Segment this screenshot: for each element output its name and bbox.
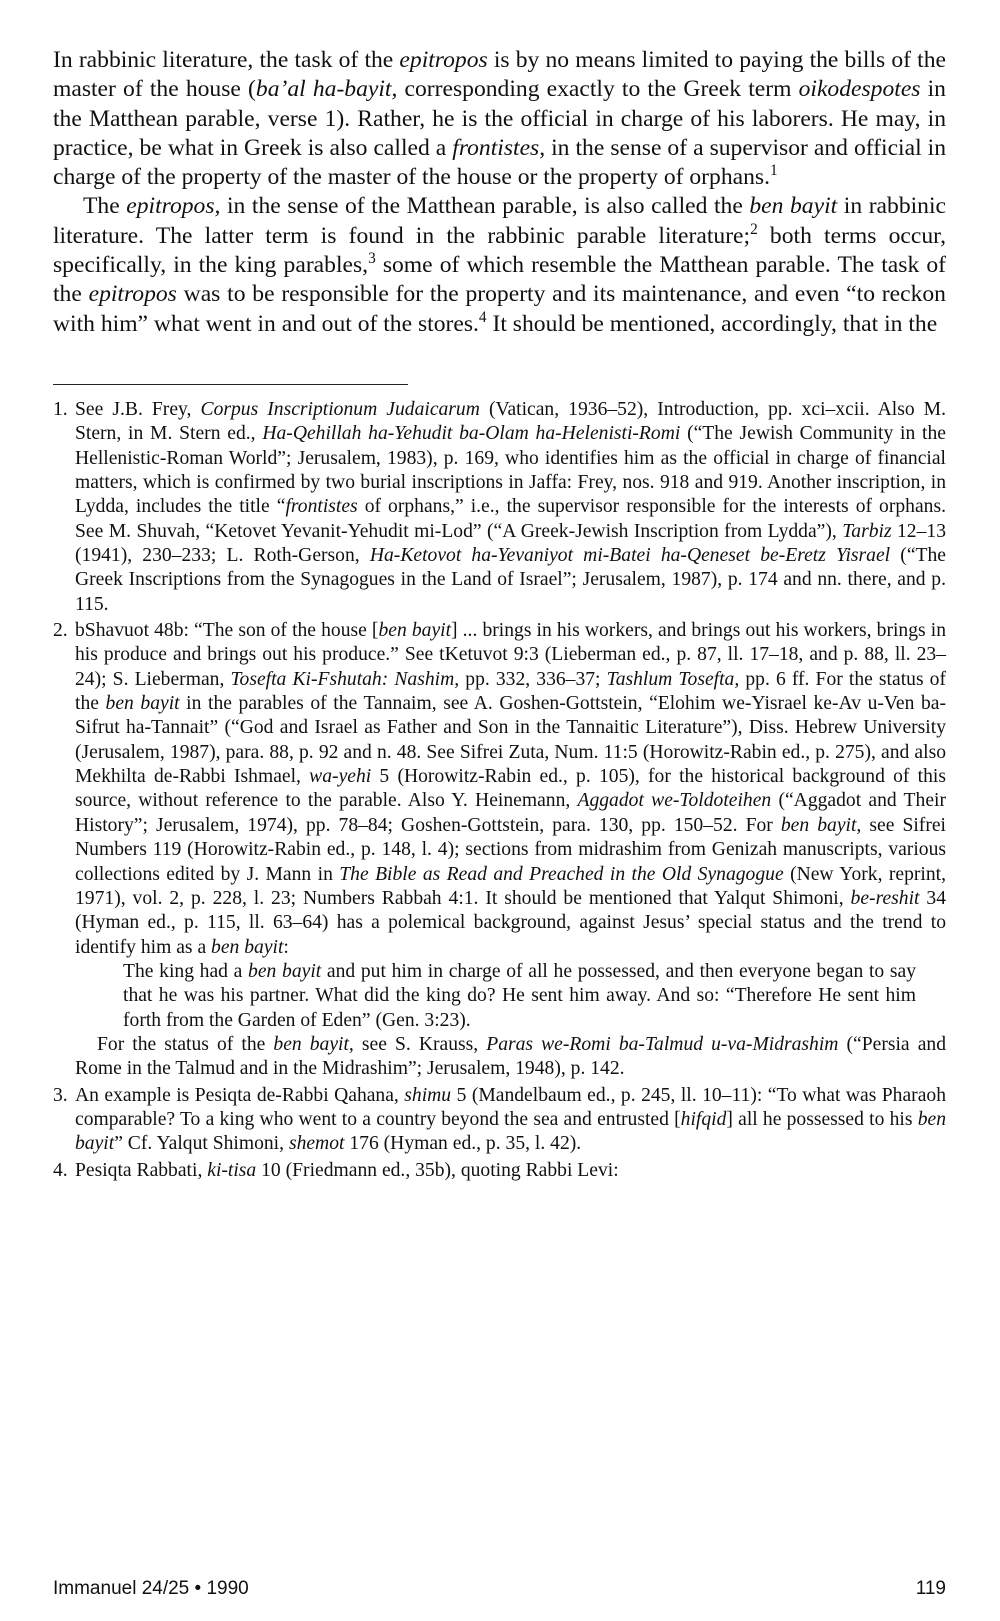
italic-term: ben bayit — [248, 960, 322, 982]
italic-term: epitropos, — [126, 193, 221, 220]
italic-term: hifqid — [680, 1108, 727, 1130]
paragraph-1 — [53, 46, 946, 192]
text-run: some of which resemble the Matthean parable. The task of the — [53, 252, 946, 308]
footnote-number: 1. — [53, 398, 68, 420]
footnote-1 — [53, 398, 946, 617]
text-run: ” Cf. Yalqut Shimoni, — [114, 1133, 289, 1155]
block-quote — [75, 960, 946, 1033]
page-footer — [53, 1578, 946, 1604]
text-run: (“The Jewish Community in the Hellenistic-Roman World”; Jerusalem, 1983), p. 169, who identifies him as the official in charge of financial matters, which is confirmed by two burial inscriptions in Jaffa: Frey, nos. 918 and 919. Another inscription, in Lydda, includes the title “ — [75, 423, 946, 518]
footnote-ref: 3 — [368, 250, 376, 268]
italic-title: Ha-Ketovot ha-Yevaniyot mi-Batei ha-Qeneset be-Eretz Yisrael — [369, 545, 891, 567]
text-run: in the sense of a supervisor and official in charge of the property of the master of the house or the property of orphans. — [53, 134, 946, 191]
text-run: See J.B. Frey, — [75, 398, 201, 420]
text-run: corresponding exactly to the Greek term — [397, 76, 799, 103]
text-run: (New York, reprint, 1971), vol. 2, p. 228, l. 23; Numbers Rabbah 4:1. It should be mentioned that Yalqut Shimoni, — [75, 863, 947, 909]
footnote-ref: 4 — [478, 308, 487, 326]
footnote-number: 2. — [53, 620, 68, 642]
italic-term: ben bayit, — [780, 814, 862, 836]
text-run: see S. Krauss, — [353, 1033, 487, 1055]
text-run: ] ... brings in his workers, and brings out his workers, brings in his produce and brings out his produce.” See tKetuvot 9:3 (Lieberman ed., p. 87, ll. 17–18, and p. 88, ll. 23–24); S. Lieberman, — [75, 620, 946, 690]
text-run: An example is Pesiqta de-Rabbi Qahana, — [75, 1084, 405, 1106]
text-run: (Vatican, 1936–52), Introduction, pp. xci–xcii. Also M. Stern, in M. Stern ed., — [75, 398, 947, 445]
text-run: The — [83, 193, 127, 220]
text-run: and put him in charge of all he possessed, and then everyone began to say that he was his partner. What did the king do? He sent him away. And so: “Therefore He sent him forth from the Garden of Eden” (Gen. 3:23). — [123, 960, 916, 1031]
text-run: pp. 332, 336–37; — [459, 668, 607, 690]
text-run: 10 (Friedmann ed., 35b), quoting Rabbi Levi: — [256, 1159, 619, 1181]
italic-title: Ha-Qehillah ha-Yehudit ba-Olam ha-Helenisti-Romi — [262, 423, 681, 445]
italic-title: Corpus Inscriptionum Judaicarum — [200, 398, 480, 420]
text-run: 12–13 (1941), 230–233; L. Roth-Gerson, — [75, 520, 946, 567]
text-run: 176 (Hyman ed., p. 35, l. 42). — [344, 1133, 582, 1155]
text-run: in rabbinic literature. The latter term is found in the rabbinic parable literature; — [53, 193, 947, 249]
text-run: in the Matthean parable, verse 1). Rather, he is the official in charge of his laborers. He may, in practice, be what in Greek is also called a — [53, 76, 946, 161]
text-run: 5 (Horowitz-Rabin ed., p. 105), for the historical background of this source, without reference to the parable. Also Y. Heinemann, — [75, 766, 946, 812]
text-run: Pesiqta Rabbati, — [75, 1159, 208, 1181]
main-text — [53, 46, 946, 339]
italic-term: ben bayit — [211, 936, 284, 958]
footnote-ref: 2 — [750, 220, 758, 238]
footnote-number: 3. — [53, 1084, 68, 1106]
text-run: For the status of the — [97, 1033, 274, 1055]
text-run: bShavuot 48b: “The son of the house [ — [75, 620, 379, 642]
text-run: is by no means limited to paying the bills of the master of the house ( — [53, 47, 946, 103]
footnote-number: 4. — [53, 1159, 68, 1181]
italic-term: oikodespotes — [798, 76, 921, 103]
italic-term: ben bayit, — [273, 1033, 354, 1055]
italic-title: The Bible as Read and Preached in the Old Synagogue — [339, 863, 784, 885]
paragraph-2 — [53, 192, 946, 338]
italic-term: ben bayit — [378, 620, 452, 642]
text-run: 34 (Hyman ed., p. 115, ll. 63–64) has a polemical background, against Jesus’ special status and the trend to identify him as a — [75, 887, 946, 958]
italic-term: ki-tisa — [207, 1159, 257, 1181]
text-run: both terms occur, specifically, in the king parables, — [53, 222, 946, 279]
italic-term: shemot — [288, 1133, 345, 1155]
italic-title: Tosefta Ki-Fshutah: Nashim, — [230, 668, 460, 690]
text-run: in the parables of the Tannaim, see A. Goshen-Gottstein, “Elohim we-Yisrael ke-Av u-Ven ba-Sifrut ha-Tannait” (“God and Israel as Father and Son in the Tannaitic Literature”), Diss. Hebrew University (Jerusalem, 1987), para. 88, p. 92 and n. 48. See Sifrei Zuta, Num. 11:5 (Horowitz-Rabin ed., p. 275), and also Mekhilta de-Rabbi Ishmael, — [75, 693, 946, 788]
page — [53, 46, 946, 1596]
text-run: 5 (Mandelbaum ed., p. 245, ll. 10–11): “To what was Pharaoh comparable? To a king who went to a country beyond the sea and entrusted [ — [75, 1084, 946, 1130]
page-number: 119 — [915, 1578, 946, 1599]
italic-term: frontistes, — [452, 134, 546, 161]
text-run: (“The Greek Inscriptions from the Synagogues in the Land of Israel”; Jerusalem, 1987), p. 174 and nn. there, and p. 115. — [75, 545, 946, 615]
text-run: was to be responsible for the property and its maintenance, and even “to reckon with him” what went in and out of the stores. — [53, 281, 946, 337]
italic-term: wa-yehi — [309, 766, 372, 788]
italic-title: Aggadot we-Toldoteihen — [577, 790, 772, 812]
italic-term: ben bayit — [749, 193, 838, 220]
footnotes — [53, 398, 946, 1183]
italic-term: epitropos — [88, 281, 177, 308]
italic-title: Tarbiz — [842, 520, 892, 542]
italic-term: ben bayit — [105, 693, 180, 715]
text-run: (“Aggadot and Their History”; Jerusalem, 1974), pp. 78–84; Goshen-Gottstein, para. 130, pp. 150–52. For — [75, 790, 946, 836]
italic-term: epitropos — [399, 47, 488, 73]
text-run: (“Persia and Rome in the Talmud and in the Midrashim”; Jerusalem, 1948), p. 142. — [75, 1033, 946, 1080]
italic-term: shimu — [404, 1084, 452, 1106]
text-run: in the sense of the Matthean parable, is also called the — [220, 193, 750, 220]
text-run: ] all he possessed to his — [726, 1108, 918, 1130]
footnote-divider — [53, 384, 408, 385]
footnote-ref: 1 — [769, 162, 778, 180]
text-run: see Sifrei Numbers 119 (Horowitz-Rabin ed., p. 148, l. 4); sections from midrashim from Genizah manuscripts, various collections edited by J. Mann in — [75, 814, 946, 885]
journal-info: Immanuel 24/25 • 1990 — [53, 1578, 249, 1599]
italic-term: ben bayit — [75, 1108, 946, 1155]
italic-term: be-reshit — [850, 887, 920, 909]
text-run: It should be mentioned, accordingly, that in the — [486, 310, 938, 337]
italic-title: Tashlum Tosefta, — [606, 668, 740, 690]
italic-term: ba’al ha-bayit, — [255, 76, 398, 103]
italic-term: frontistes — [285, 496, 358, 518]
text-run: of orphans,” i.e., the supervisor responsible for the interests of orphans. See M. Shuvah, “Ketovet Yevanit-Yehudit mi-Lod” (“A Greek-Jewish Inscription from Lydda”), — [75, 496, 946, 542]
text-run: pp. 6 ff. For the status of the — [75, 668, 946, 715]
footnote-2 — [53, 619, 946, 1082]
text-run: The king had a — [123, 960, 249, 982]
footnote-2-continuation — [75, 1033, 946, 1082]
text-run: : — [283, 936, 289, 958]
footnote-4 — [53, 1159, 946, 1183]
italic-title: Paras we-Romi ba-Talmud u-va-Midrashim — [486, 1033, 839, 1055]
text-run: In rabbinic literature, the task of the — [53, 47, 400, 73]
footnote-3 — [53, 1084, 946, 1157]
